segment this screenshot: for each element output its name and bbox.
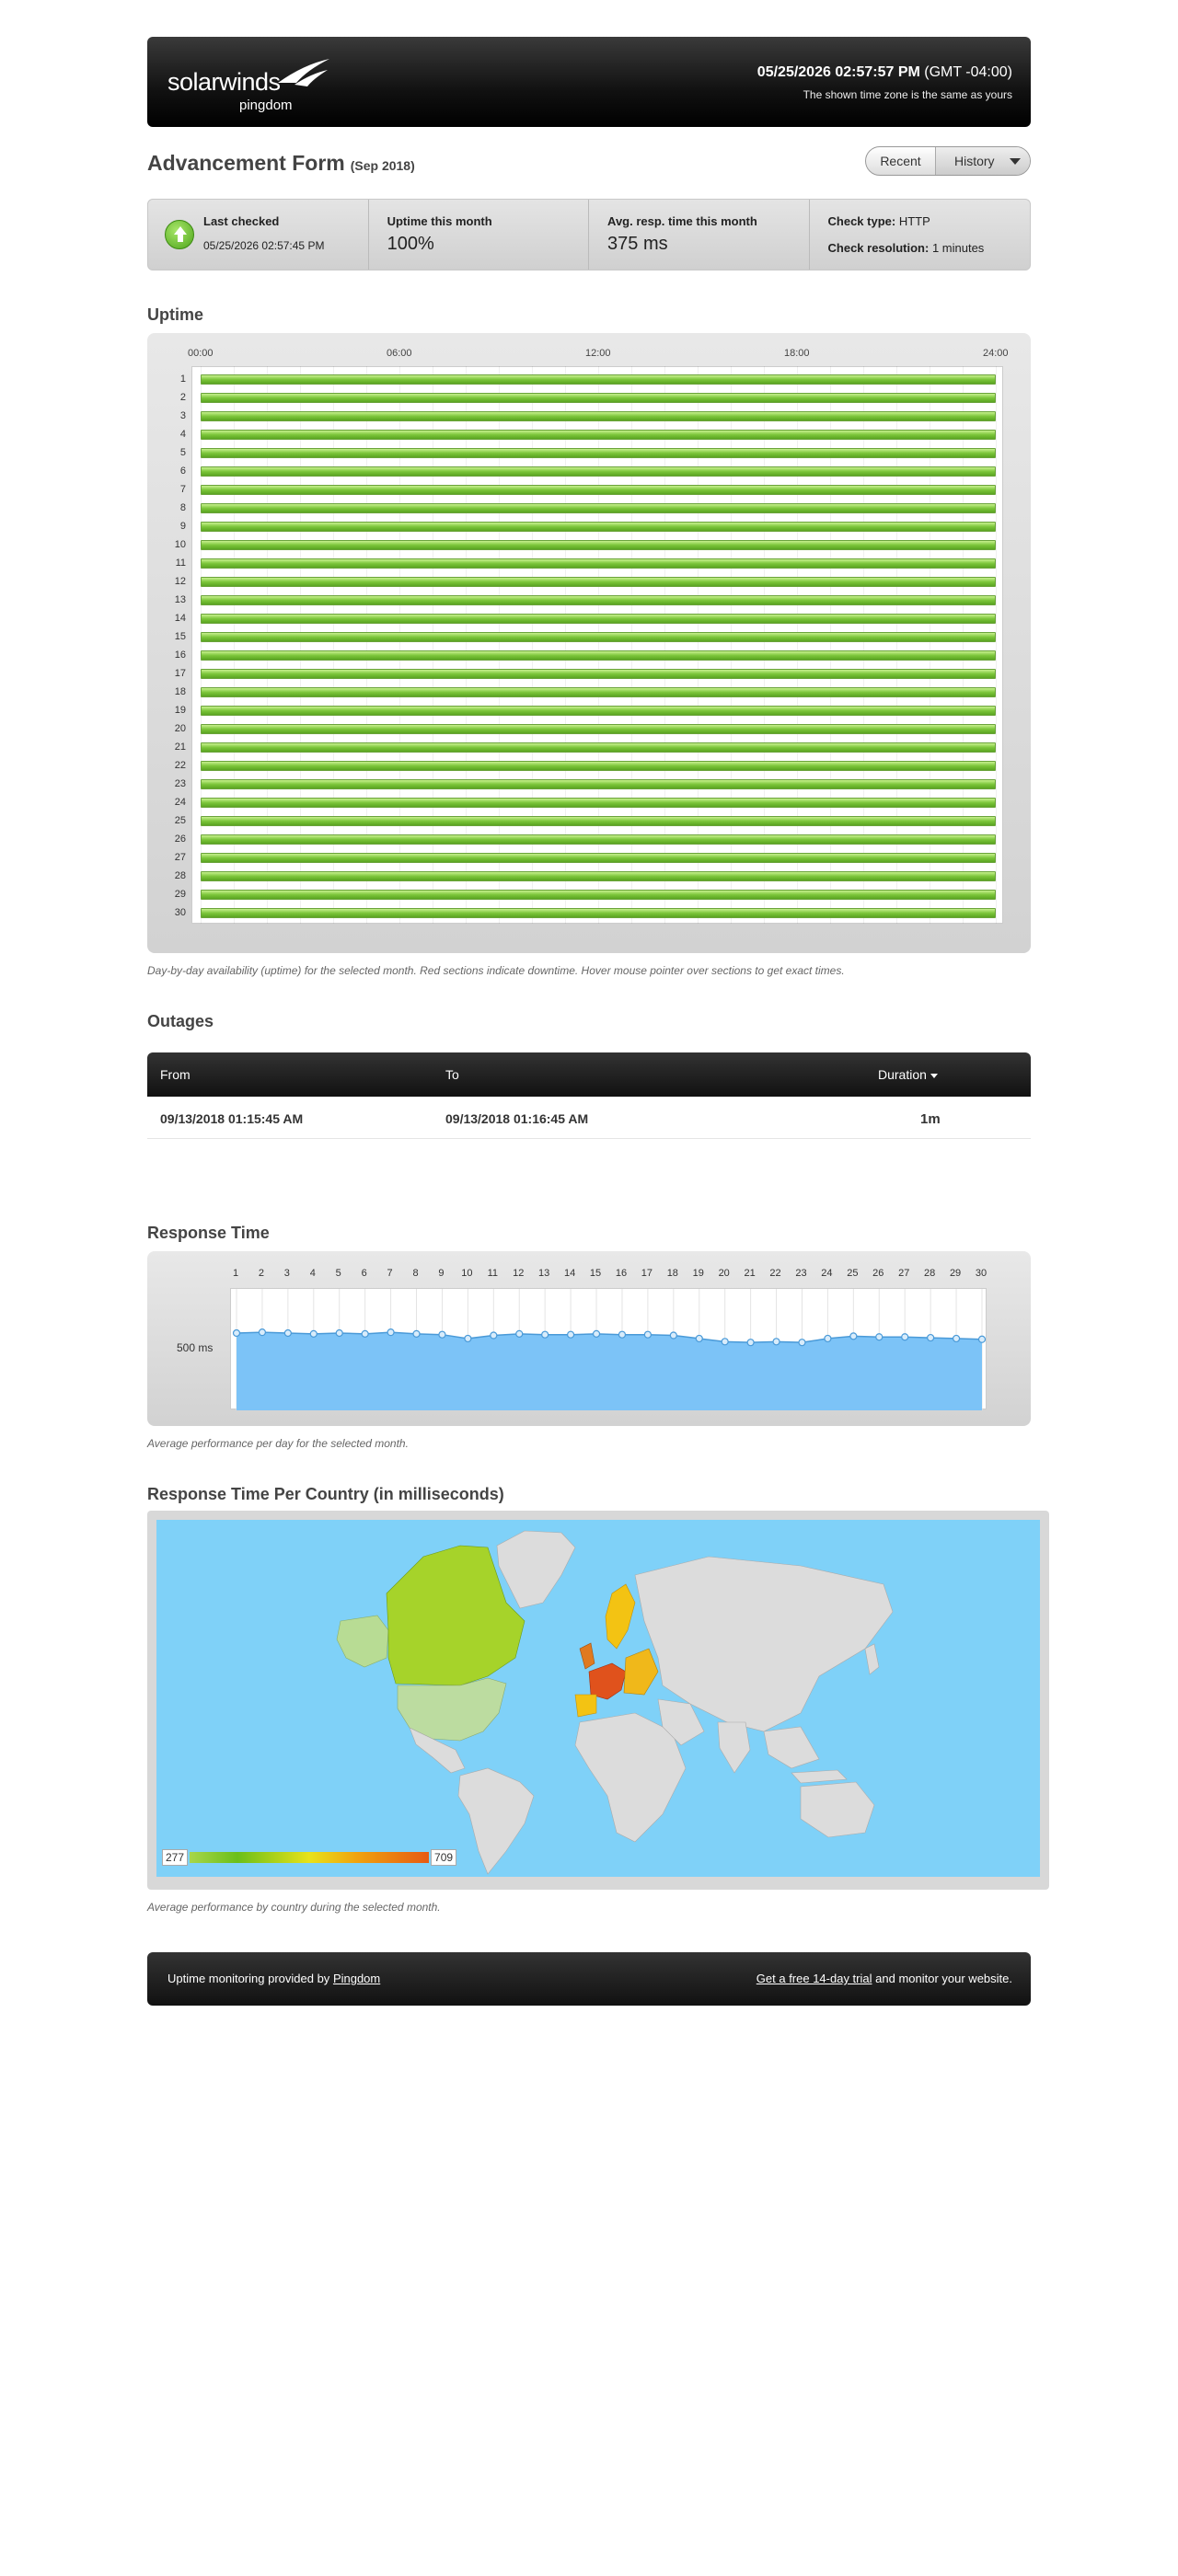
uptime-day-label: 12 bbox=[174, 576, 186, 587]
uptime-day-label: 15 bbox=[174, 631, 186, 642]
col-from[interactable]: From bbox=[160, 1067, 191, 1082]
response-point[interactable] bbox=[850, 1333, 857, 1340]
uptime-day-label: 4 bbox=[179, 429, 186, 440]
uptime-day-bar[interactable] bbox=[201, 577, 996, 587]
map-legend bbox=[162, 1849, 456, 1866]
uptime-day-label: 17 bbox=[174, 668, 186, 679]
map-iberia bbox=[575, 1695, 596, 1717]
uptime-day-bar[interactable] bbox=[201, 798, 996, 808]
uptime-day-bar[interactable] bbox=[201, 724, 996, 734]
uptime-day-label: 25 bbox=[174, 815, 186, 826]
response-day-label: 18 bbox=[666, 1268, 678, 1279]
uptime-day-label: 10 bbox=[174, 539, 186, 550]
response-day-label: 20 bbox=[718, 1268, 730, 1279]
uptime-day-label: 2 bbox=[179, 392, 186, 403]
uptime-day-label: 29 bbox=[174, 889, 186, 900]
uptime-day-label: 28 bbox=[174, 870, 186, 881]
uptime-day-bar[interactable] bbox=[201, 632, 996, 642]
pingdom-link[interactable]: Pingdom bbox=[332, 1972, 381, 1985]
history-dropdown[interactable]: History bbox=[936, 147, 1030, 175]
uptime-day-label: 7 bbox=[179, 484, 186, 495]
map-western-europe bbox=[589, 1663, 626, 1699]
response-area-svg bbox=[231, 1289, 987, 1410]
uptime-day-label: 30 bbox=[174, 907, 186, 918]
response-chart bbox=[147, 1251, 1031, 1426]
country-caption: Average performance by country during the selected month. bbox=[147, 1901, 441, 1914]
response-point[interactable] bbox=[362, 1330, 368, 1337]
response-day-label: 8 bbox=[412, 1268, 419, 1279]
uptime-hour-label: 18:00 bbox=[784, 348, 810, 359]
response-day-label: 11 bbox=[487, 1268, 498, 1279]
map-se-asia bbox=[764, 1727, 819, 1768]
map-indonesia bbox=[791, 1770, 847, 1783]
uptime-day-label: 21 bbox=[174, 742, 186, 753]
uptime-day-label: 23 bbox=[174, 778, 186, 789]
uptime-day-bar[interactable] bbox=[201, 687, 996, 697]
uptime-day-bar[interactable] bbox=[201, 669, 996, 679]
stat-avg-response: Avg. resp. time this month 375 ms bbox=[589, 200, 809, 270]
response-point[interactable] bbox=[799, 1340, 805, 1346]
response-point[interactable] bbox=[928, 1335, 934, 1341]
uptime-day-bar[interactable] bbox=[201, 540, 996, 550]
response-day-label: 14 bbox=[563, 1268, 576, 1279]
response-day-label: 22 bbox=[769, 1268, 781, 1279]
response-day-label: 7 bbox=[387, 1268, 393, 1279]
uptime-day-label: 26 bbox=[174, 834, 186, 845]
response-day-label: 24 bbox=[821, 1268, 833, 1279]
footer-bar bbox=[147, 1952, 1031, 2006]
stat-last-checked: Last checked 05/25/2026 02:57:45 PM bbox=[148, 200, 369, 270]
uptime-day-label: 6 bbox=[179, 466, 186, 477]
header-datetime: 05/25/2026 02:57:57 PM (GMT -04:00) bbox=[756, 64, 1012, 80]
status-up-icon bbox=[165, 220, 194, 249]
response-point[interactable] bbox=[387, 1329, 394, 1336]
response-day-label: 25 bbox=[847, 1268, 859, 1279]
uptime-day-bar[interactable] bbox=[201, 816, 996, 826]
response-point[interactable] bbox=[336, 1329, 342, 1336]
response-caption: Average performance per day for the selected month. bbox=[147, 1437, 409, 1450]
header-time bbox=[757, 64, 1012, 101]
response-day-label: 12 bbox=[513, 1268, 525, 1279]
uptime-day-bar[interactable] bbox=[201, 448, 996, 458]
uptime-day-label: 16 bbox=[174, 650, 186, 661]
response-heading: Response Time bbox=[147, 1224, 270, 1242]
response-day-label: 3 bbox=[283, 1268, 290, 1279]
uptime-day-bar[interactable] bbox=[201, 485, 996, 495]
col-to[interactable]: To bbox=[445, 1067, 459, 1082]
outages-table-header bbox=[147, 1052, 1031, 1097]
uptime-day-label: 1 bbox=[179, 374, 186, 385]
uptime-day-label: 27 bbox=[174, 852, 186, 863]
check-type: Check type: HTTP bbox=[827, 214, 930, 228]
uptime-day-label: 14 bbox=[174, 613, 186, 624]
response-day-label: 28 bbox=[924, 1268, 936, 1279]
response-point[interactable] bbox=[465, 1335, 471, 1341]
uptime-day-label: 9 bbox=[179, 521, 186, 532]
uptime-day-label: 22 bbox=[174, 760, 186, 771]
world-map[interactable] bbox=[156, 1520, 1040, 1877]
response-point[interactable] bbox=[696, 1335, 702, 1341]
uptime-day-bar[interactable] bbox=[201, 393, 996, 403]
uptime-day-label: 11 bbox=[175, 558, 186, 569]
uptime-day-bar[interactable] bbox=[201, 595, 996, 605]
col-duration[interactable]: Duration bbox=[878, 1067, 938, 1082]
uptime-hour-label: 06:00 bbox=[387, 348, 412, 359]
uptime-day-bar[interactable] bbox=[201, 908, 996, 918]
uptime-day-bar[interactable] bbox=[201, 650, 996, 661]
map-australia bbox=[801, 1782, 874, 1837]
logo-sub-text: pingdom bbox=[239, 98, 293, 113]
response-day-label: 9 bbox=[438, 1268, 445, 1279]
uptime-day-label: 3 bbox=[179, 410, 186, 421]
legend-min: 277 bbox=[162, 1849, 188, 1866]
stats-bar bbox=[147, 199, 1031, 270]
response-day-label: 19 bbox=[692, 1268, 704, 1279]
footer-left: Uptime monitoring provided by Pingdom bbox=[167, 1972, 381, 1985]
view-toggle bbox=[865, 146, 1031, 176]
uptime-day-label: 5 bbox=[179, 447, 186, 458]
uptime-day-bar[interactable] bbox=[201, 871, 996, 881]
uptime-day-label: 18 bbox=[174, 686, 186, 697]
response-day-label: 6 bbox=[361, 1268, 367, 1279]
response-point[interactable] bbox=[439, 1331, 445, 1338]
uptime-grid-line bbox=[996, 366, 997, 924]
world-map-svg bbox=[156, 1520, 1040, 1877]
response-day-label: 15 bbox=[589, 1268, 602, 1279]
uptime-day-bar[interactable] bbox=[201, 614, 996, 624]
uptime-day-bar[interactable] bbox=[201, 853, 996, 863]
response-plot-area bbox=[230, 1288, 987, 1409]
solarwinds-pingdom-logo[interactable] bbox=[167, 55, 324, 113]
response-point[interactable] bbox=[568, 1331, 574, 1338]
page-title: Advancement Form (Sep 2018) bbox=[147, 151, 415, 175]
uptime-day-label: 8 bbox=[179, 502, 186, 513]
uptime-hour-label: 24:00 bbox=[983, 348, 1009, 359]
response-point[interactable] bbox=[902, 1334, 908, 1340]
response-point[interactable] bbox=[516, 1330, 523, 1337]
timezone-note: The shown time zone is the same as yours bbox=[803, 88, 1012, 101]
response-point[interactable] bbox=[722, 1339, 728, 1345]
legend-gradient bbox=[190, 1852, 429, 1863]
outages-table bbox=[147, 1052, 1031, 1139]
uptime-day-label: 20 bbox=[174, 723, 186, 734]
uptime-day-bar[interactable] bbox=[201, 374, 996, 385]
logo-brand-text: solarwinds bbox=[167, 68, 281, 96]
map-india bbox=[718, 1722, 750, 1773]
response-point[interactable] bbox=[876, 1334, 883, 1340]
country-map bbox=[147, 1511, 1049, 1890]
response-point[interactable] bbox=[234, 1329, 240, 1336]
response-point[interactable] bbox=[618, 1331, 625, 1338]
map-south-america bbox=[458, 1768, 534, 1874]
stat-check-info bbox=[810, 200, 1030, 270]
response-day-label: 27 bbox=[898, 1268, 910, 1279]
check-resolution: Check resolution: 1 minutes bbox=[827, 241, 985, 255]
uptime-day-bar[interactable] bbox=[201, 779, 996, 789]
response-day-label: 10 bbox=[461, 1268, 473, 1279]
response-day-label: 23 bbox=[795, 1268, 807, 1279]
stat-uptime: Uptime this month 100% bbox=[369, 200, 589, 270]
uptime-day-bar[interactable] bbox=[201, 834, 996, 845]
country-heading: Response Time Per Country (in milliseconds) bbox=[147, 1485, 504, 1503]
response-day-label: 4 bbox=[309, 1268, 316, 1279]
uptime-chart bbox=[147, 333, 1031, 953]
map-alaska bbox=[337, 1616, 388, 1667]
response-point[interactable] bbox=[644, 1331, 651, 1338]
map-greenland bbox=[497, 1531, 575, 1608]
response-point[interactable] bbox=[953, 1335, 960, 1341]
uptime-day-bar[interactable] bbox=[201, 706, 996, 716]
outages-heading: Outages bbox=[147, 1012, 214, 1030]
response-point[interactable] bbox=[310, 1330, 317, 1337]
outage-row bbox=[147, 1097, 1031, 1139]
uptime-caption: Day-by-day availability (uptime) for the selected month. Red sections indicate downtime. Hover mouse pointer over sections to get exact times. bbox=[147, 964, 845, 977]
response-day-label: 21 bbox=[744, 1268, 756, 1279]
response-y-label: 500 ms bbox=[177, 1341, 214, 1354]
recent-button[interactable]: Recent bbox=[866, 147, 936, 175]
header-bar bbox=[147, 37, 1031, 127]
uptime-day-bar[interactable] bbox=[201, 522, 996, 532]
response-point[interactable] bbox=[825, 1335, 831, 1341]
uptime-day-bar[interactable] bbox=[201, 411, 996, 421]
response-day-label: 29 bbox=[949, 1268, 962, 1279]
map-eastern-europe bbox=[624, 1649, 658, 1695]
uptime-day-bar[interactable] bbox=[201, 466, 996, 477]
response-day-label: 1 bbox=[232, 1268, 239, 1279]
response-point[interactable] bbox=[491, 1332, 497, 1339]
response-day-label: 30 bbox=[975, 1268, 987, 1279]
response-day-label: 2 bbox=[258, 1268, 264, 1279]
page-period: (Sep 2018) bbox=[350, 158, 415, 173]
uptime-day-bar[interactable] bbox=[201, 558, 996, 569]
uptime-day-bar[interactable] bbox=[201, 430, 996, 440]
response-day-label: 17 bbox=[641, 1268, 653, 1279]
uptime-day-bar[interactable] bbox=[201, 761, 996, 771]
outage-to: 09/13/2018 01:16:45 AM bbox=[445, 1111, 589, 1126]
map-uk bbox=[580, 1643, 595, 1669]
uptime-heading: Uptime bbox=[147, 305, 204, 324]
response-point[interactable] bbox=[542, 1331, 549, 1338]
response-point[interactable] bbox=[413, 1330, 420, 1337]
free-trial-link[interactable]: Get a free 14-day trial bbox=[756, 1972, 872, 1985]
uptime-day-label: 24 bbox=[174, 797, 186, 808]
outage-duration: 1m bbox=[920, 1111, 941, 1127]
sort-down-icon bbox=[930, 1074, 938, 1078]
legend-max: 709 bbox=[431, 1849, 456, 1866]
response-point[interactable] bbox=[670, 1332, 676, 1339]
uptime-day-label: 19 bbox=[174, 705, 186, 716]
response-day-label: 26 bbox=[872, 1268, 884, 1279]
uptime-day-bar[interactable] bbox=[201, 503, 996, 513]
footer-right: Get a free 14-day trial and monitor your website. bbox=[756, 1972, 1012, 1985]
uptime-hour-label: 12:00 bbox=[585, 348, 611, 359]
response-day-label: 16 bbox=[615, 1268, 628, 1279]
chevron-down-icon bbox=[1010, 158, 1021, 165]
response-point[interactable] bbox=[259, 1329, 265, 1336]
response-day-label: 5 bbox=[335, 1268, 341, 1279]
map-scandinavia bbox=[606, 1584, 635, 1649]
response-day-label: 13 bbox=[538, 1268, 550, 1279]
logo-wing-icon bbox=[276, 55, 331, 92]
response-area bbox=[237, 1332, 982, 1410]
response-point[interactable] bbox=[747, 1340, 754, 1346]
uptime-day-bar[interactable] bbox=[201, 890, 996, 900]
response-point[interactable] bbox=[773, 1339, 780, 1345]
response-point[interactable] bbox=[594, 1330, 600, 1337]
uptime-hour-label: 00:00 bbox=[188, 348, 214, 359]
uptime-day-label: 13 bbox=[174, 594, 186, 605]
map-japan bbox=[865, 1644, 879, 1674]
outage-from: 09/13/2018 01:15:45 AM bbox=[160, 1111, 304, 1126]
response-point[interactable] bbox=[284, 1329, 291, 1336]
response-point[interactable] bbox=[979, 1336, 986, 1342]
uptime-day-bar[interactable] bbox=[201, 742, 996, 753]
